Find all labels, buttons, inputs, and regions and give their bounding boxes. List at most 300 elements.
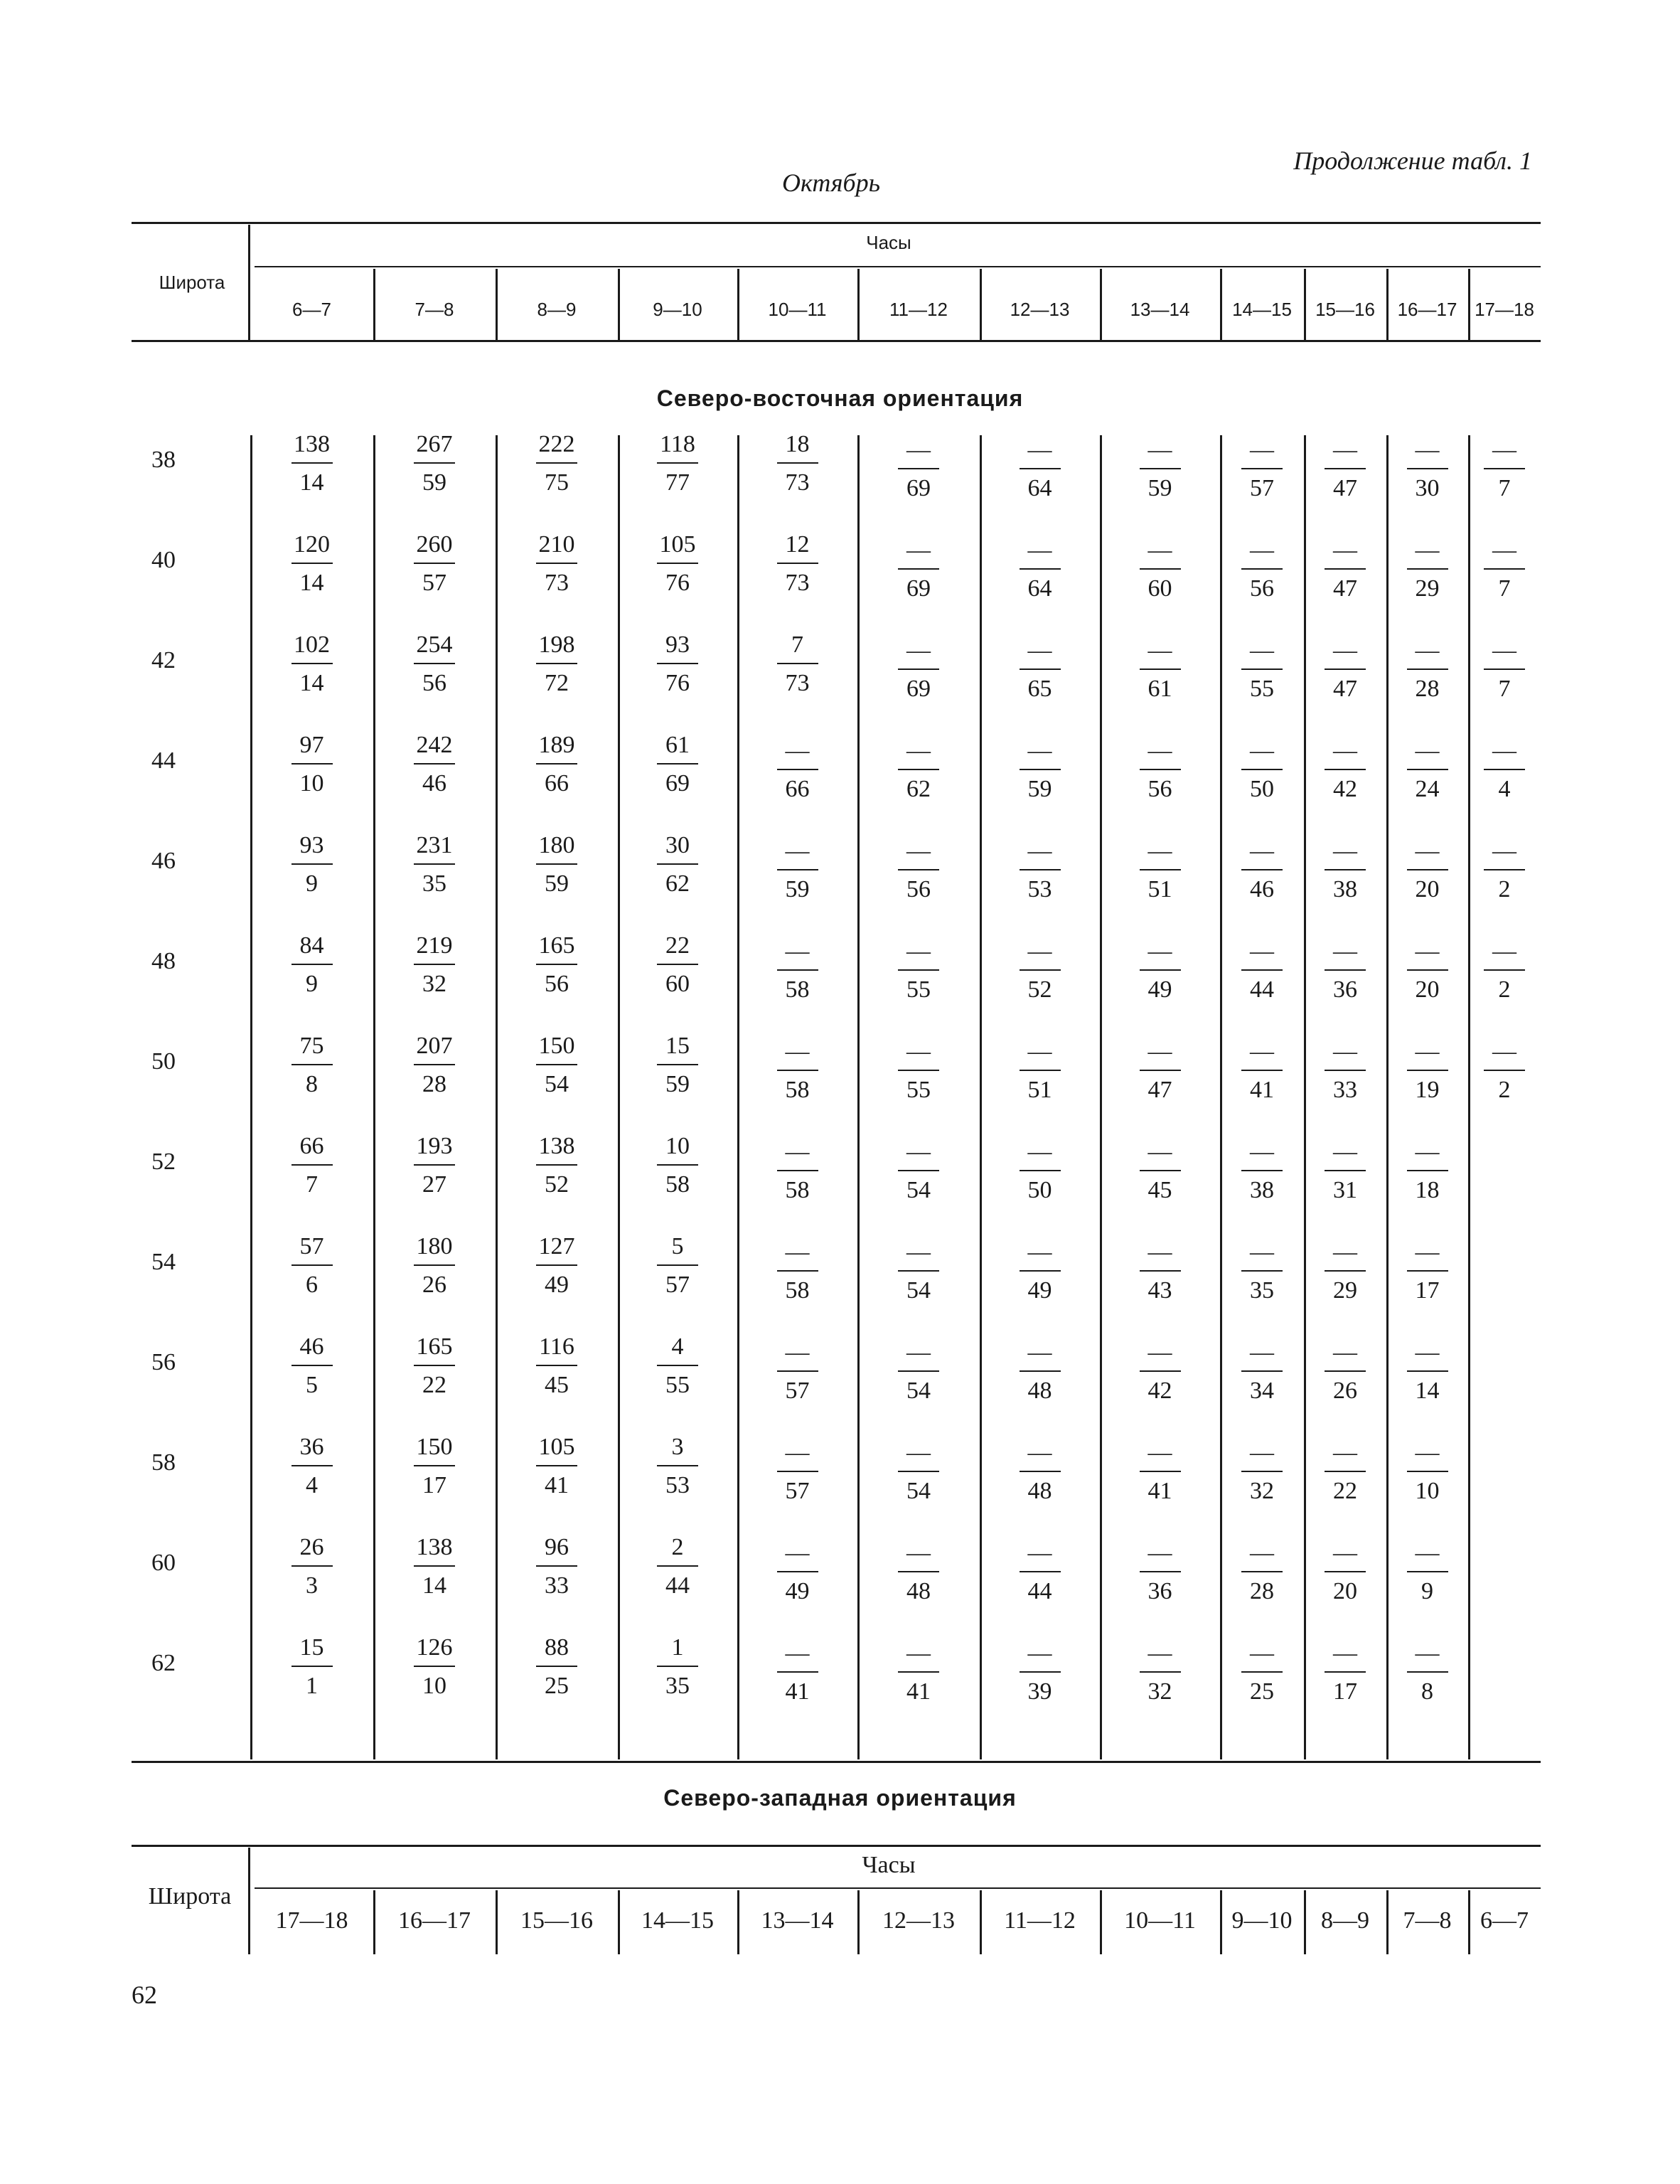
fraction-bar	[1020, 1070, 1061, 1071]
fraction-bar	[1407, 468, 1448, 469]
table2-column-header: 7—8	[1403, 1907, 1452, 1934]
fraction-cell	[392, 931, 477, 999]
fraction-bar	[1325, 1571, 1366, 1572]
fraction-numerator: 267	[416, 431, 453, 457]
fraction-numerator: —	[1250, 938, 1274, 964]
table1-top-rule	[132, 222, 1541, 224]
fraction-denominator: 24	[1415, 776, 1440, 802]
table2-column-header: 11—12	[1004, 1907, 1076, 1934]
fraction-cell	[1302, 636, 1388, 704]
table1-body-divider	[250, 435, 252, 1759]
fraction-bar	[414, 1064, 455, 1065]
fraction-bar	[1020, 1170, 1061, 1171]
fraction-denominator: 41	[1147, 1478, 1172, 1504]
fraction-denominator: 2	[1498, 976, 1511, 1003]
fraction-denominator: 10	[299, 770, 324, 797]
fraction-denominator: 32	[1250, 1478, 1274, 1504]
fraction-denominator: 45	[1147, 1177, 1172, 1203]
fraction-numerator: —	[1333, 437, 1357, 463]
fraction-denominator: 59	[545, 870, 569, 897]
fraction-numerator: —	[785, 1439, 810, 1466]
table2-column-header: 14—15	[641, 1907, 714, 1934]
fraction-bar	[291, 1064, 333, 1065]
fraction-bar	[1140, 1671, 1181, 1673]
fraction-denominator: 42	[1147, 1378, 1172, 1404]
fraction-numerator: —	[1333, 537, 1357, 563]
fraction-cell	[997, 736, 1083, 804]
fraction-bar	[1484, 769, 1525, 770]
fraction-bar	[291, 1465, 333, 1466]
fraction-numerator: —	[785, 1540, 810, 1566]
fraction-bar	[536, 563, 577, 564]
fraction-numerator: 66	[299, 1133, 324, 1159]
fraction-denominator: 14	[299, 670, 324, 696]
fraction-bar	[536, 663, 577, 664]
fraction-denominator: 59	[1027, 776, 1052, 802]
fraction-denominator: 77	[665, 469, 690, 496]
fraction-denominator: 32	[1147, 1678, 1172, 1705]
table1-column-divider	[1100, 269, 1102, 340]
fraction-bar	[777, 869, 818, 870]
fraction-cell	[392, 530, 477, 598]
fraction-cell	[1118, 1538, 1203, 1607]
fraction-numerator: 193	[416, 1133, 453, 1159]
fraction-cell	[997, 1338, 1083, 1406]
fraction-cell	[755, 836, 840, 905]
fraction-numerator: —	[1415, 1139, 1440, 1165]
fraction-denominator: 6	[306, 1272, 318, 1298]
fraction-denominator: 41	[545, 1472, 569, 1498]
table2-column-header: 17—18	[275, 1907, 348, 1934]
fraction-numerator: 138	[538, 1133, 575, 1159]
fraction-cell	[1302, 736, 1388, 804]
fraction-cell	[514, 1031, 599, 1099]
fraction-denominator: 4	[1498, 776, 1511, 802]
fraction-bar	[1325, 1370, 1366, 1372]
fraction-cell	[635, 630, 720, 698]
fraction-denominator: 27	[422, 1171, 446, 1198]
fraction-bar	[1140, 869, 1181, 870]
fraction-numerator: —	[1027, 637, 1052, 664]
fraction-bar	[291, 663, 333, 664]
fraction-bar	[777, 1170, 818, 1171]
fraction-numerator: —	[1415, 938, 1440, 964]
fraction-cell	[1302, 536, 1388, 604]
fraction-denominator: 73	[785, 570, 810, 596]
fraction-cell	[1219, 1438, 1305, 1506]
fraction-denominator: 14	[1415, 1378, 1440, 1404]
fraction-cell	[1302, 937, 1388, 1005]
latitude-label: 50	[151, 1048, 176, 1075]
table1-bottom-rule	[132, 1761, 1541, 1763]
fraction-numerator: —	[785, 1339, 810, 1365]
fraction-bar	[1140, 1070, 1181, 1071]
fraction-numerator: —	[1492, 537, 1516, 563]
fraction-denominator: 51	[1147, 876, 1172, 902]
table1-column-divider	[496, 269, 498, 340]
fraction-cell	[755, 1338, 840, 1406]
fraction-bar	[898, 1270, 939, 1272]
fraction-cell	[876, 1639, 961, 1707]
fraction-cell	[876, 736, 961, 804]
fraction-numerator: —	[1250, 737, 1274, 764]
fraction-numerator: 75	[299, 1033, 324, 1059]
fraction-cell	[1219, 1237, 1305, 1306]
latitude-label: 60	[151, 1550, 176, 1576]
fraction-denominator: 57	[1250, 475, 1274, 501]
fraction-numerator: —	[1250, 1038, 1274, 1065]
fraction-numerator: 93	[299, 832, 324, 858]
fraction-denominator: 39	[1027, 1678, 1052, 1705]
fraction-cell	[1385, 435, 1470, 504]
latitude-label: 40	[151, 547, 176, 573]
fraction-cell	[1302, 1338, 1388, 1406]
table1-header-bottom-rule	[132, 340, 1541, 342]
fraction-numerator: —	[1415, 1239, 1440, 1265]
fraction-cell	[514, 831, 599, 899]
fraction-denominator: 8	[1421, 1678, 1433, 1705]
table2-column-header: 9—10	[1231, 1907, 1293, 1934]
table1-column-header: 7—8	[414, 299, 454, 320]
fraction-numerator: —	[1027, 1239, 1052, 1265]
table1-column-header: 12—13	[1010, 299, 1070, 320]
fraction-bar	[414, 663, 455, 664]
fraction-bar	[898, 1370, 939, 1372]
fraction-numerator: —	[1147, 1439, 1172, 1466]
fraction-cell	[1219, 937, 1305, 1005]
fraction-cell	[635, 1131, 720, 1200]
fraction-bar	[1140, 668, 1181, 670]
fraction-denominator: 65	[1027, 676, 1052, 702]
fraction-bar	[1241, 568, 1283, 570]
fraction-cell	[1385, 736, 1470, 804]
fraction-numerator: 93	[665, 632, 690, 658]
fraction-denominator: 28	[1250, 1578, 1274, 1604]
fraction-numerator: —	[906, 1139, 931, 1165]
fraction-bar	[1484, 1070, 1525, 1071]
fraction-numerator: 84	[299, 932, 324, 959]
fraction-denominator: 66	[785, 776, 810, 802]
fraction-numerator: —	[785, 1139, 810, 1165]
fraction-cell	[876, 937, 961, 1005]
fraction-denominator: 14	[422, 1572, 446, 1599]
table1-body-divider	[737, 435, 739, 1759]
fraction-denominator: 73	[545, 570, 569, 596]
fraction-numerator: —	[1333, 1540, 1357, 1566]
fraction-denominator: 58	[785, 976, 810, 1003]
fraction-denominator: 62	[665, 870, 690, 897]
table2-column-header: 12—13	[882, 1907, 955, 1934]
fraction-cell	[876, 1338, 961, 1406]
table1-hours-rule	[255, 266, 1541, 267]
fraction-denominator: 4	[306, 1472, 318, 1498]
fraction-cell	[997, 1438, 1083, 1506]
fraction-denominator: 59	[785, 876, 810, 902]
fraction-cell	[876, 1037, 961, 1105]
fraction-cell	[635, 1332, 720, 1400]
fraction-numerator: —	[785, 1640, 810, 1666]
fraction-cell	[635, 730, 720, 799]
fraction-bar	[1484, 468, 1525, 469]
fraction-denominator: 56	[1147, 776, 1172, 802]
fraction-denominator: 46	[422, 770, 446, 797]
fraction-bar	[1407, 1571, 1448, 1572]
fraction-denominator: 62	[906, 776, 931, 802]
fraction-bar	[1241, 668, 1283, 670]
fraction-bar	[1407, 969, 1448, 971]
fraction-denominator: 44	[1250, 976, 1274, 1003]
fraction-cell	[269, 1633, 355, 1701]
table1-column-header: 11—12	[889, 299, 948, 320]
fraction-bar	[536, 1164, 577, 1166]
fraction-bar	[1484, 869, 1525, 870]
fraction-denominator: 7	[1498, 475, 1511, 501]
fraction-bar	[1241, 869, 1283, 870]
table1-column-header: 9—10	[653, 299, 702, 320]
fraction-numerator: 222	[538, 431, 575, 457]
fraction-cell	[1118, 1438, 1203, 1506]
fraction-bar	[291, 462, 333, 464]
fraction-denominator: 57	[785, 1478, 810, 1504]
fraction-numerator: —	[1415, 838, 1440, 864]
fraction-numerator: —	[1147, 1038, 1172, 1065]
fraction-numerator: 198	[538, 632, 575, 658]
fraction-denominator: 69	[665, 770, 690, 797]
fraction-denominator: 56	[906, 876, 931, 902]
fraction-bar	[291, 1164, 333, 1166]
fraction-numerator: 5	[671, 1233, 684, 1259]
fraction-numerator: —	[906, 1540, 931, 1566]
fraction-bar	[414, 1365, 455, 1366]
fraction-denominator: 33	[545, 1572, 569, 1599]
fraction-numerator: —	[1415, 1339, 1440, 1365]
fraction-bar	[1325, 1671, 1366, 1673]
fraction-denominator: 57	[665, 1272, 690, 1298]
fraction-cell	[1462, 536, 1547, 604]
fraction-denominator: 53	[1027, 876, 1052, 902]
fraction-cell	[269, 831, 355, 899]
fraction-bar	[657, 462, 698, 464]
fraction-numerator: —	[1147, 537, 1172, 563]
fraction-cell	[392, 1031, 477, 1099]
fraction-bar	[1241, 1070, 1283, 1071]
fraction-denominator: 42	[1333, 776, 1357, 802]
fraction-denominator: 36	[1333, 976, 1357, 1003]
fraction-numerator: 180	[538, 832, 575, 858]
table2-column-header: 15—16	[520, 1907, 593, 1934]
fraction-bar	[1325, 1170, 1366, 1171]
table2-section-title: Северо-западная ориентация	[663, 1785, 1017, 1811]
fraction-cell	[392, 1131, 477, 1200]
fraction-denominator: 25	[1250, 1678, 1274, 1705]
fraction-bar	[1241, 1671, 1283, 1673]
fraction-cell	[514, 1232, 599, 1300]
fraction-cell	[1118, 1137, 1203, 1205]
fraction-cell	[635, 831, 720, 899]
fraction-cell	[1219, 736, 1305, 804]
fraction-denominator: 60	[665, 971, 690, 997]
latitude-label: 44	[151, 747, 176, 774]
fraction-bar	[898, 1471, 939, 1472]
fraction-numerator: 180	[416, 1233, 453, 1259]
fraction-bar	[414, 1465, 455, 1466]
fraction-bar	[1140, 1370, 1181, 1372]
fraction-cell	[635, 931, 720, 999]
table2-column-divider	[1386, 1890, 1389, 1954]
fraction-numerator: —	[1147, 1239, 1172, 1265]
fraction-bar	[1140, 1471, 1181, 1472]
fraction-bar	[1325, 568, 1366, 570]
fraction-denominator: 55	[906, 1077, 931, 1103]
fraction-numerator: —	[1027, 537, 1052, 563]
fraction-cell	[514, 931, 599, 999]
fraction-cell	[1385, 1438, 1470, 1506]
fraction-numerator: —	[1147, 838, 1172, 864]
fraction-cell	[392, 1633, 477, 1701]
fraction-denominator: 58	[665, 1171, 690, 1198]
table1-body-divider	[618, 435, 620, 1759]
fraction-cell	[1385, 1137, 1470, 1205]
fraction-numerator: 254	[416, 632, 453, 658]
fraction-cell	[1118, 836, 1203, 905]
fraction-denominator: 55	[665, 1372, 690, 1398]
fraction-bar	[414, 1164, 455, 1166]
fraction-numerator: —	[906, 1339, 931, 1365]
fraction-cell	[1462, 1037, 1547, 1105]
fraction-cell	[1462, 636, 1547, 704]
table1-column-divider	[373, 269, 375, 340]
fraction-denominator: 43	[1147, 1277, 1172, 1304]
fraction-denominator: 2	[1498, 1077, 1511, 1103]
fraction-cell	[269, 1131, 355, 1200]
fraction-bar	[777, 1070, 818, 1071]
fraction-denominator: 36	[1147, 1578, 1172, 1604]
fraction-denominator: 35	[665, 1673, 690, 1699]
fraction-bar	[291, 1264, 333, 1266]
fraction-cell	[1118, 536, 1203, 604]
fraction-denominator: 9	[306, 971, 318, 997]
fraction-numerator: —	[1250, 1640, 1274, 1666]
fraction-cell	[876, 1438, 961, 1506]
fraction-cell	[514, 1432, 599, 1501]
fraction-denominator: 44	[665, 1572, 690, 1599]
fraction-cell	[755, 1237, 840, 1306]
fraction-bar	[1241, 969, 1283, 971]
fraction-numerator: 97	[299, 732, 324, 758]
fraction-cell	[1302, 1538, 1388, 1607]
fraction-denominator: 33	[1333, 1077, 1357, 1103]
fraction-denominator: 26	[1333, 1378, 1357, 1404]
fraction-numerator: 36	[299, 1434, 324, 1460]
fraction-cell	[514, 1131, 599, 1200]
fraction-denominator: 9	[306, 870, 318, 897]
fraction-denominator: 48	[1027, 1478, 1052, 1504]
fraction-bar	[898, 1070, 939, 1071]
fraction-numerator: —	[1250, 637, 1274, 664]
fraction-denominator: 41	[1250, 1077, 1274, 1103]
fraction-bar	[898, 869, 939, 870]
fraction-cell	[269, 1533, 355, 1601]
fraction-bar	[1407, 1671, 1448, 1673]
table1-column-divider	[1386, 269, 1389, 340]
fraction-denominator: 32	[422, 971, 446, 997]
fraction-numerator: —	[1147, 1640, 1172, 1666]
fraction-denominator: 2	[1498, 876, 1511, 902]
fraction-bar	[1140, 1270, 1181, 1272]
fraction-numerator: 18	[785, 431, 810, 457]
latitude-label: 46	[151, 848, 176, 874]
fraction-denominator: 73	[785, 469, 810, 496]
fraction-numerator: —	[906, 637, 931, 664]
fraction-bar	[777, 769, 818, 770]
fraction-bar	[536, 1264, 577, 1266]
fraction-denominator: 18	[1415, 1177, 1440, 1203]
fraction-numerator: 210	[538, 531, 575, 558]
fraction-denominator: 58	[785, 1177, 810, 1203]
fraction-denominator: 59	[665, 1071, 690, 1097]
fraction-denominator: 35	[422, 870, 446, 897]
fraction-cell	[755, 430, 840, 498]
fraction-numerator: —	[906, 1439, 931, 1466]
table1-column-divider	[980, 269, 982, 340]
fraction-numerator: —	[1333, 1139, 1357, 1165]
fraction-bar	[291, 863, 333, 865]
fraction-bar	[777, 1471, 818, 1472]
table1-hours-header: Часы	[866, 232, 911, 253]
fraction-denominator: 56	[545, 971, 569, 997]
fraction-bar	[777, 1671, 818, 1673]
fraction-cell	[392, 1432, 477, 1501]
table1-column-header: 10—11	[768, 299, 827, 320]
fraction-numerator: 165	[538, 932, 575, 959]
fraction-bar	[414, 964, 455, 965]
fraction-numerator: —	[1415, 1038, 1440, 1065]
fraction-bar	[657, 863, 698, 865]
fraction-numerator: —	[1027, 437, 1052, 463]
fraction-cell	[1385, 1338, 1470, 1406]
table1-column-header: 16—17	[1397, 299, 1457, 320]
fraction-numerator: —	[1027, 1540, 1052, 1566]
fraction-bar	[777, 563, 818, 564]
fraction-numerator: —	[1492, 838, 1516, 864]
fraction-bar	[1325, 668, 1366, 670]
fraction-cell	[755, 530, 840, 598]
fraction-cell	[1302, 1438, 1388, 1506]
fraction-cell	[392, 430, 477, 498]
fraction-bar	[291, 1666, 333, 1667]
fraction-denominator: 41	[785, 1678, 810, 1705]
fraction-cell	[1302, 1237, 1388, 1306]
fraction-bar	[777, 1270, 818, 1272]
fraction-bar	[1325, 1070, 1366, 1071]
fraction-denominator: 49	[1147, 976, 1172, 1003]
fraction-bar	[414, 1264, 455, 1266]
fraction-cell	[1118, 435, 1203, 504]
fraction-cell	[876, 435, 961, 504]
fraction-cell	[876, 536, 961, 604]
fraction-numerator: —	[1333, 938, 1357, 964]
fraction-denominator: 45	[545, 1372, 569, 1398]
fraction-cell	[635, 1533, 720, 1601]
fraction-numerator: —	[1027, 838, 1052, 864]
fraction-cell	[755, 1639, 840, 1707]
fraction-cell	[1219, 1538, 1305, 1607]
fraction-bar	[1020, 869, 1061, 870]
fraction-cell	[269, 630, 355, 698]
fraction-bar	[657, 1264, 698, 1266]
fraction-bar	[898, 1671, 939, 1673]
fraction-bar	[777, 462, 818, 464]
